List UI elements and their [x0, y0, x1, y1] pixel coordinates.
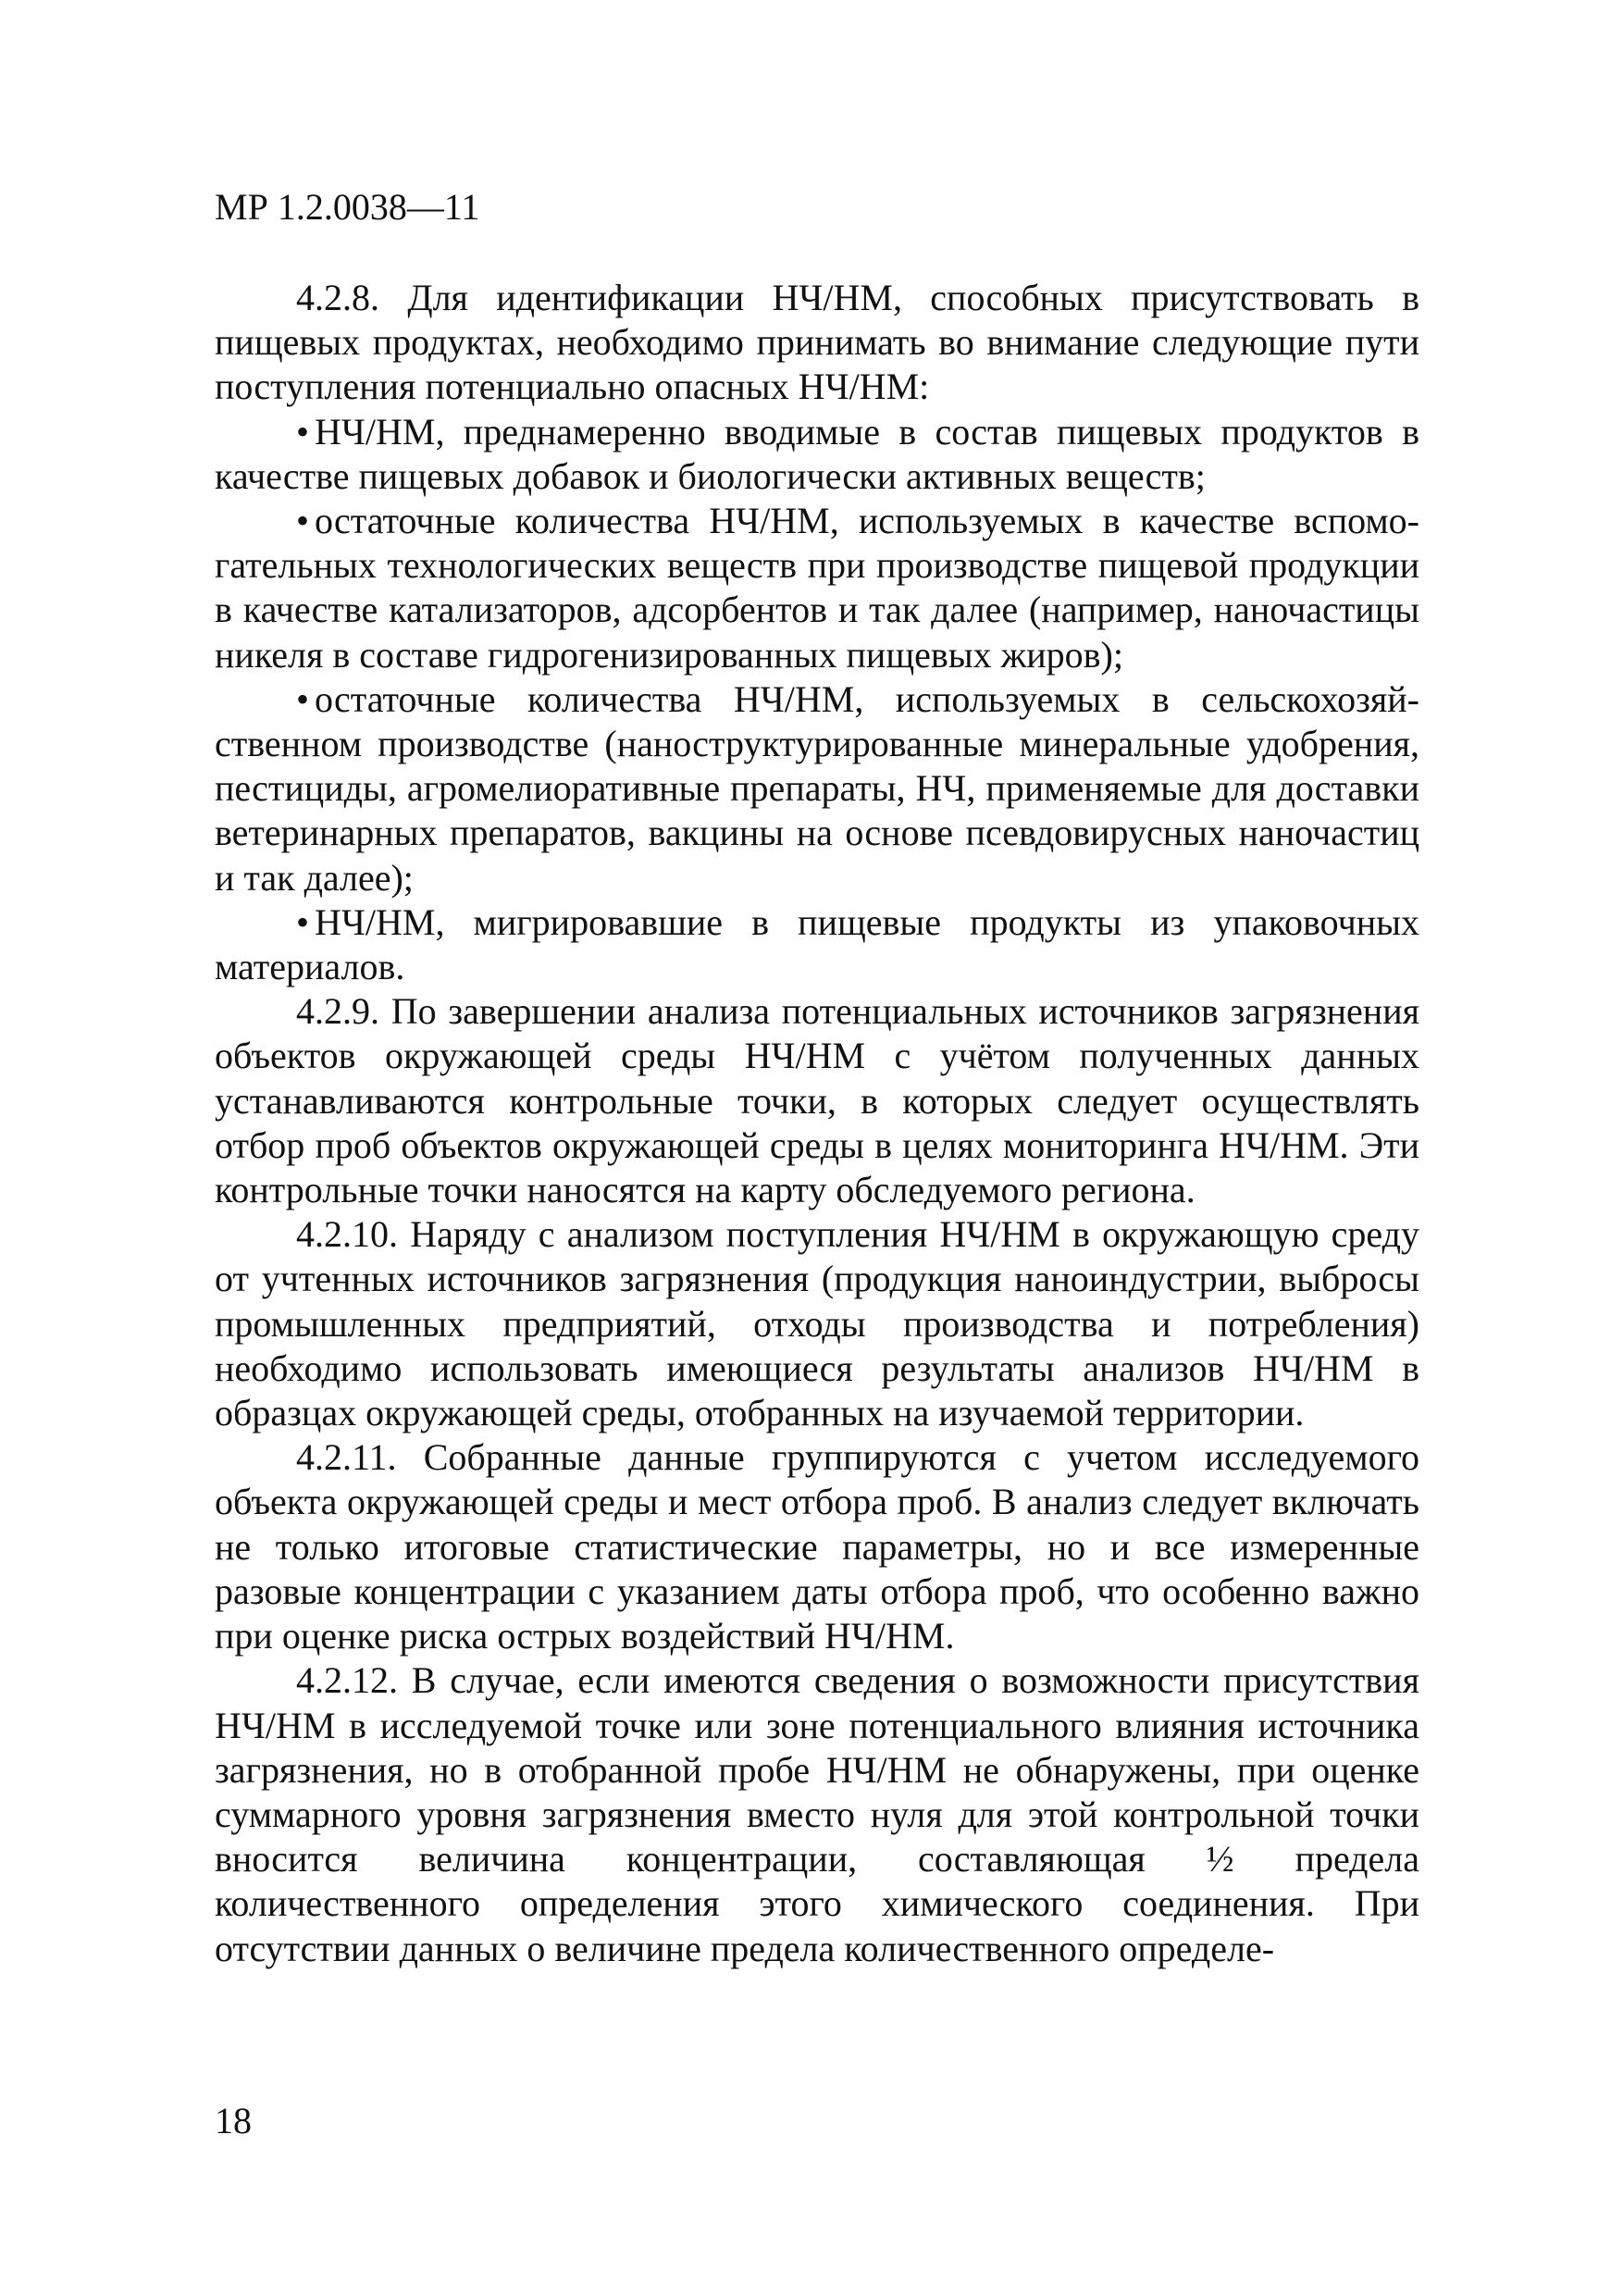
paragraph-4-2-10: 4.2.10. Наряду с анализом поступления НЧ/НМ в окружающую среду от учтенных источников загрязнения (продукция наноиндустрии, выбросы промышленных предприятий, отходы производства и потребления) необходимо использовать имеющиеся результаты анализов НЧ/НМ в образцах окружающей среды, отобранных на изучаемой территории. [215, 1213, 1419, 1434]
main-text [215, 276, 1419, 1971]
list-item [215, 410, 1419, 499]
list-item [215, 900, 1419, 989]
document-code-header: МР 1.2.0038—11 [215, 186, 480, 228]
bullet-icon: • [296, 900, 310, 943]
list-item-text: остаточные количества НЧ/НМ, используемых в сельскохозяйственном производстве (наноструктурированные минеральные удобрения, пестициды, агромелиоративные препараты, НЧ, применяемые для доставки ветеринарных препаратов, вакцины на основе псевдовирусных наночастиц и так далее); [215, 677, 1419, 899]
list-item-text: НЧ/НМ, преднамеренно вводимые в состав пищевых продуктов в качестве пищевых добавок и биологически активных веществ; [215, 410, 1419, 497]
paragraph-4-2-8: 4.2.8. Для идентификации НЧ/НМ, способных присутствовать в пищевых продуктах, необходимо принимать во внимание следующие пути поступления потенциально опасных НЧ/НМ: [215, 277, 1419, 408]
bullet-icon: • [296, 677, 310, 720]
page-number: 18 [215, 2100, 252, 2141]
bullet-list [215, 410, 1419, 990]
list-item [215, 677, 1419, 900]
bullet-icon: • [296, 500, 310, 542]
paragraph-4-2-12: 4.2.12. В случае, если имеются сведения о возможности присутствия НЧ/НМ в исследуемой точке или зоне потенциального влияния источника загрязнения, но в отобранной пробе НЧ/НМ не обнаружены, при оценке суммарного уровня загрязнения вместо нуля для этой контрольной точки вносится величина концентрации, составляющая ½ предела количественного определения этого химического соединения. При отсутствии данных о величине предела количественного определе- [215, 1659, 1419, 1969]
paragraph-4-2-11: 4.2.11. Собранные данные группируются с учетом исследуемого объекта окружающей среды и мест отбора проб. В анализ следует включать не только итоговые статистические параметры, но и все измеренные разовые концентрации с указанием даты отбора проб, что особенно важно при оценке риска острых воздействий НЧ/НМ. [215, 1436, 1419, 1657]
list-item-text: остаточные количества НЧ/НМ, используемых в качестве вспомогательных технологических веществ при производстве пищевой продукции в качестве катализаторов, адсорбентов и так далее (например, наночастицы никеля в составе гидрогенизированных пищевых жиров); [215, 500, 1419, 676]
paragraph-4-2-9: 4.2.9. По завершении анализа потенциальных источников загрязнения объектов окружающей среды НЧ/НМ с учётом полученных данных устанавливаются контрольные точки, в которых следует осуществлять отбор проб объектов окружающей среды в целях мониторинга НЧ/НМ. Эти контрольные точки наносятся на карту обследуемого региона. [215, 990, 1419, 1211]
bullet-icon: • [296, 410, 310, 453]
list-item-text: НЧ/НМ, мигрировавшие в пищевые продукты из упаковочных материалов. [215, 900, 1419, 988]
list-item [215, 499, 1419, 677]
